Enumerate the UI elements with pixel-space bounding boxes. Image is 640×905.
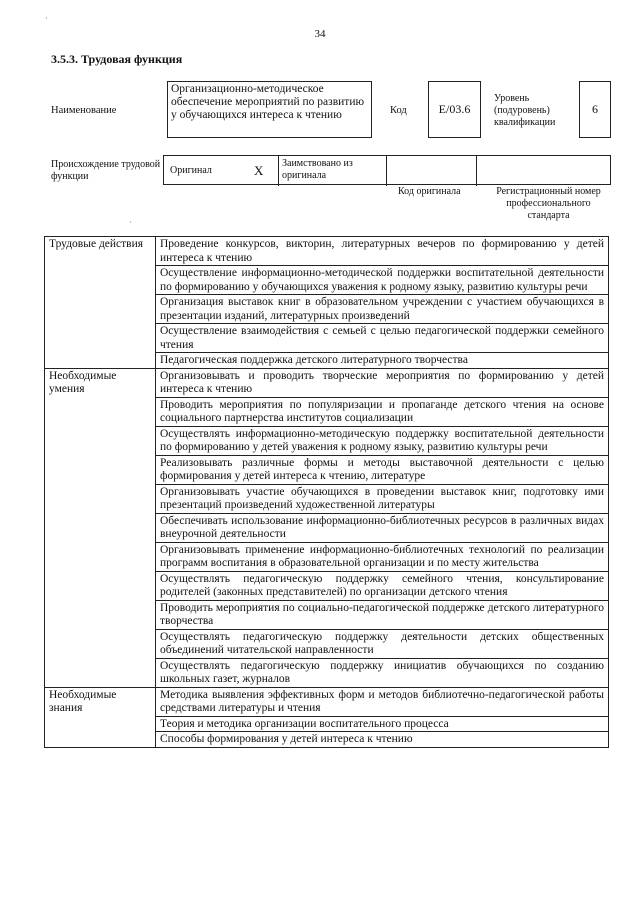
section-title-cell: Необходимые умения — [45, 368, 156, 687]
table-item-cell: Способы формирования у детей интереса к чтению — [156, 732, 609, 748]
table-item-cell: Организовывать и проводить творческие мероприятия по формированию у детей интереса к чтению — [156, 368, 609, 397]
section-title-cell: Трудовые действия — [45, 237, 156, 369]
table-item-cell: Осуществление взаимодействия с семьей с целью педагогической поддержки семейного чтения — [156, 324, 609, 353]
table-item-cell: Теория и методика организации воспитательного процесса — [156, 716, 609, 732]
origin-code-cell — [387, 156, 477, 186]
level-value: 6 — [579, 81, 611, 138]
table-item-cell: Методика выявления эффективных форм и методов библиотечно-педагогической работы средствами литературы и чтения — [156, 687, 609, 716]
table-item-cell: Осуществлять информационно-методическую поддержку воспитательной деятельности по формированию у детей уважения к родному языку, развитию культуры речи — [156, 426, 609, 455]
function-name-value: Организационно-методическое обеспечение мероприятий по развитию у обучающихся интереса к чтению — [167, 81, 372, 138]
origin-reg-cell — [477, 156, 610, 186]
table-row — [45, 368, 609, 397]
table-row — [45, 687, 609, 716]
level-label: Уровень (подуровень) квалификации — [494, 93, 556, 128]
table-item-cell: Осуществление информационно-методической поддержки воспитательной деятельности по формированию у обучающихся уважения к родному языку, развитию культуры речи — [156, 266, 609, 295]
code-label: Код — [390, 105, 407, 116]
table-item-cell: Осуществлять педагогическую поддержку деятельности детских общественных объединений читательской направленности — [156, 629, 609, 658]
table-item-cell: Педагогическая поддержка детского литературного творчества — [156, 353, 609, 369]
table-item-cell: Организовывать участие обучающихся в проведении выставок книг, подготовку ими презентаций произведений художественной литературы — [156, 484, 609, 513]
name-label: Наименование — [51, 105, 117, 116]
original-label: Оригинал — [170, 165, 212, 176]
section-title: 3.5.3. Трудовая функция — [51, 52, 183, 66]
origin-original-cell — [164, 156, 279, 186]
borrowed-label: Заимствовано из оригинала — [282, 158, 353, 181]
scan-mark: · — [129, 218, 132, 227]
section-title-cell: Необходимые знания — [45, 687, 156, 747]
original-mark: X — [254, 163, 264, 178]
page-number: 34 — [314, 28, 326, 40]
table-item-cell: Осуществлять педагогическую поддержку семейного чтения, консультирование родителей (законных представителей) по организации детского чтения — [156, 571, 609, 600]
origin-borrowed-cell — [279, 156, 387, 186]
function-details-table — [44, 236, 609, 748]
table-item-cell: Проведение конкурсов, викторин, литературных вечеров по формированию у детей интереса к чтению — [156, 237, 609, 266]
table-item-cell: Проводить мероприятия по социально-педагогической поддержке детского литературного творчества — [156, 600, 609, 629]
origin-label: Происхождение трудовой функции — [51, 159, 161, 182]
reg-number-caption: Регистрационный номер профессионального стандарта — [496, 186, 601, 221]
table-item-cell: Реализовывать различные формы и методы выставочной деятельности с целью формирования у детей интереса к чтению, литературе — [156, 455, 609, 484]
scan-mark: · — [45, 14, 48, 23]
table-item-cell: Проводить мероприятия по популяризации и пропаганде детского чтения на основе социального партнерства институтов социализации — [156, 397, 609, 426]
table-item-cell: Осуществлять педагогическую поддержку инициатив обучающихся по созданию школьных газет, журналов — [156, 658, 609, 687]
table-item-cell: Организация выставок книг в образовательном учреждении с участием обучающихся в презентации изданий, литературных произведений — [156, 295, 609, 324]
table-row — [45, 237, 609, 266]
table-item-cell: Организовывать применение информационно-библиотечных технологий по реализации программ воспитания в образовательной организации и по месту жительства — [156, 542, 609, 571]
code-original-caption: Код оригинала — [398, 186, 461, 197]
code-value: E/03.6 — [428, 81, 481, 138]
origin-table — [163, 155, 611, 185]
table-item-cell: Обеспечивать использование информационно-библиотечных ресурсов в различных видах внеурочной деятельности — [156, 513, 609, 542]
